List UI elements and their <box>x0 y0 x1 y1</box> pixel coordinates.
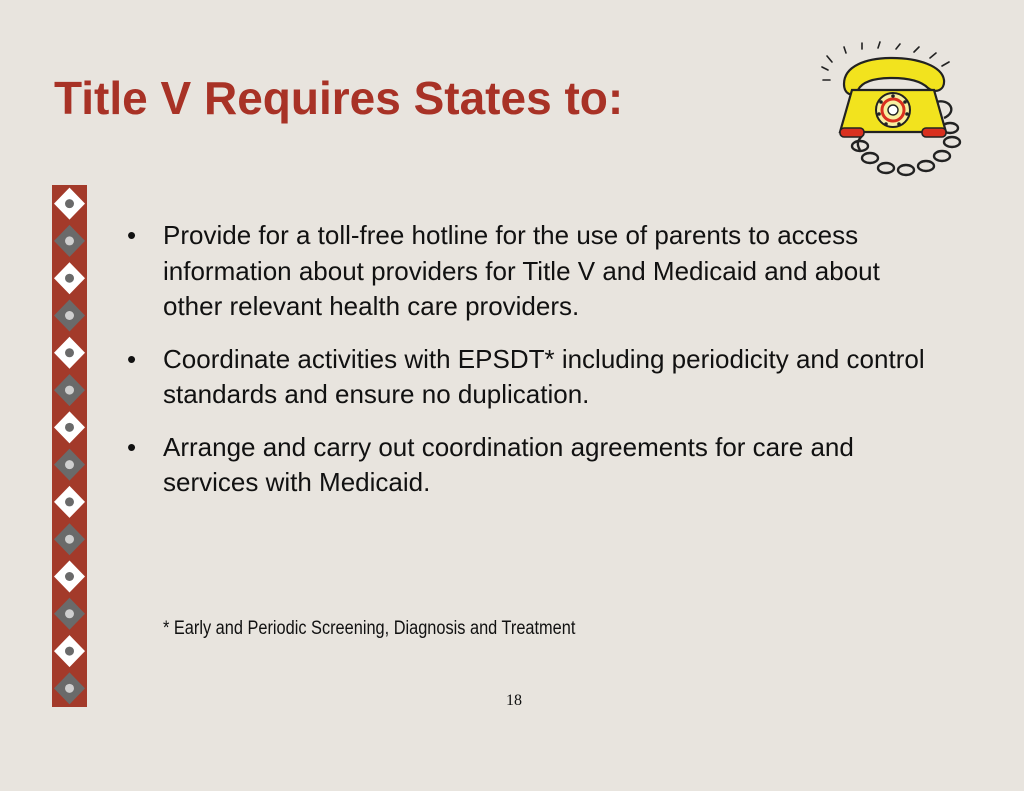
footnote: * Early and Periodic Screening, Diagnosis and Treatment <box>163 618 576 639</box>
strip-diamond-center <box>65 311 74 320</box>
bullet-marker: • <box>127 431 137 462</box>
bullet-marker: • <box>127 343 137 374</box>
strip-diamond-center <box>65 684 74 693</box>
strip-diamond-center <box>65 348 74 357</box>
strip-diamond-center <box>65 497 74 506</box>
bullet-text: Arrange and carry out coordination agreements for care and services with Medicaid. <box>163 431 854 497</box>
bullet-item <box>127 342 927 413</box>
strip-diamond-center <box>65 535 74 544</box>
strip-diamond-center <box>65 460 74 469</box>
strip-diamond-center <box>65 274 74 283</box>
bullet-item <box>127 430 927 501</box>
bullet-item <box>127 218 927 325</box>
bullet-list <box>127 218 927 518</box>
strip-diamond-center <box>65 647 74 656</box>
strip-diamond-center <box>65 423 74 432</box>
strip-diamond-center <box>65 572 74 581</box>
strip-diamond-center <box>65 386 74 395</box>
page-number: 18 <box>506 692 522 709</box>
bullet-text: Coordinate activities with EPSDT* including periodicity and control standards and ensure no duplication. <box>163 343 925 409</box>
telephone-icon <box>818 40 968 190</box>
strip-diamond-center <box>65 609 74 618</box>
bullet-marker: • <box>127 220 137 250</box>
diamond-border-strip <box>52 185 87 707</box>
strip-diamond-center <box>65 236 74 245</box>
slide-title: Title V Requires States to: <box>54 72 624 124</box>
strip-diamond-center <box>65 199 74 208</box>
bullet-text: Provide for a toll-free hotline for the use of parents to access information about providers for Title V and Medicaid and about other relevant health care providers. <box>163 220 880 321</box>
